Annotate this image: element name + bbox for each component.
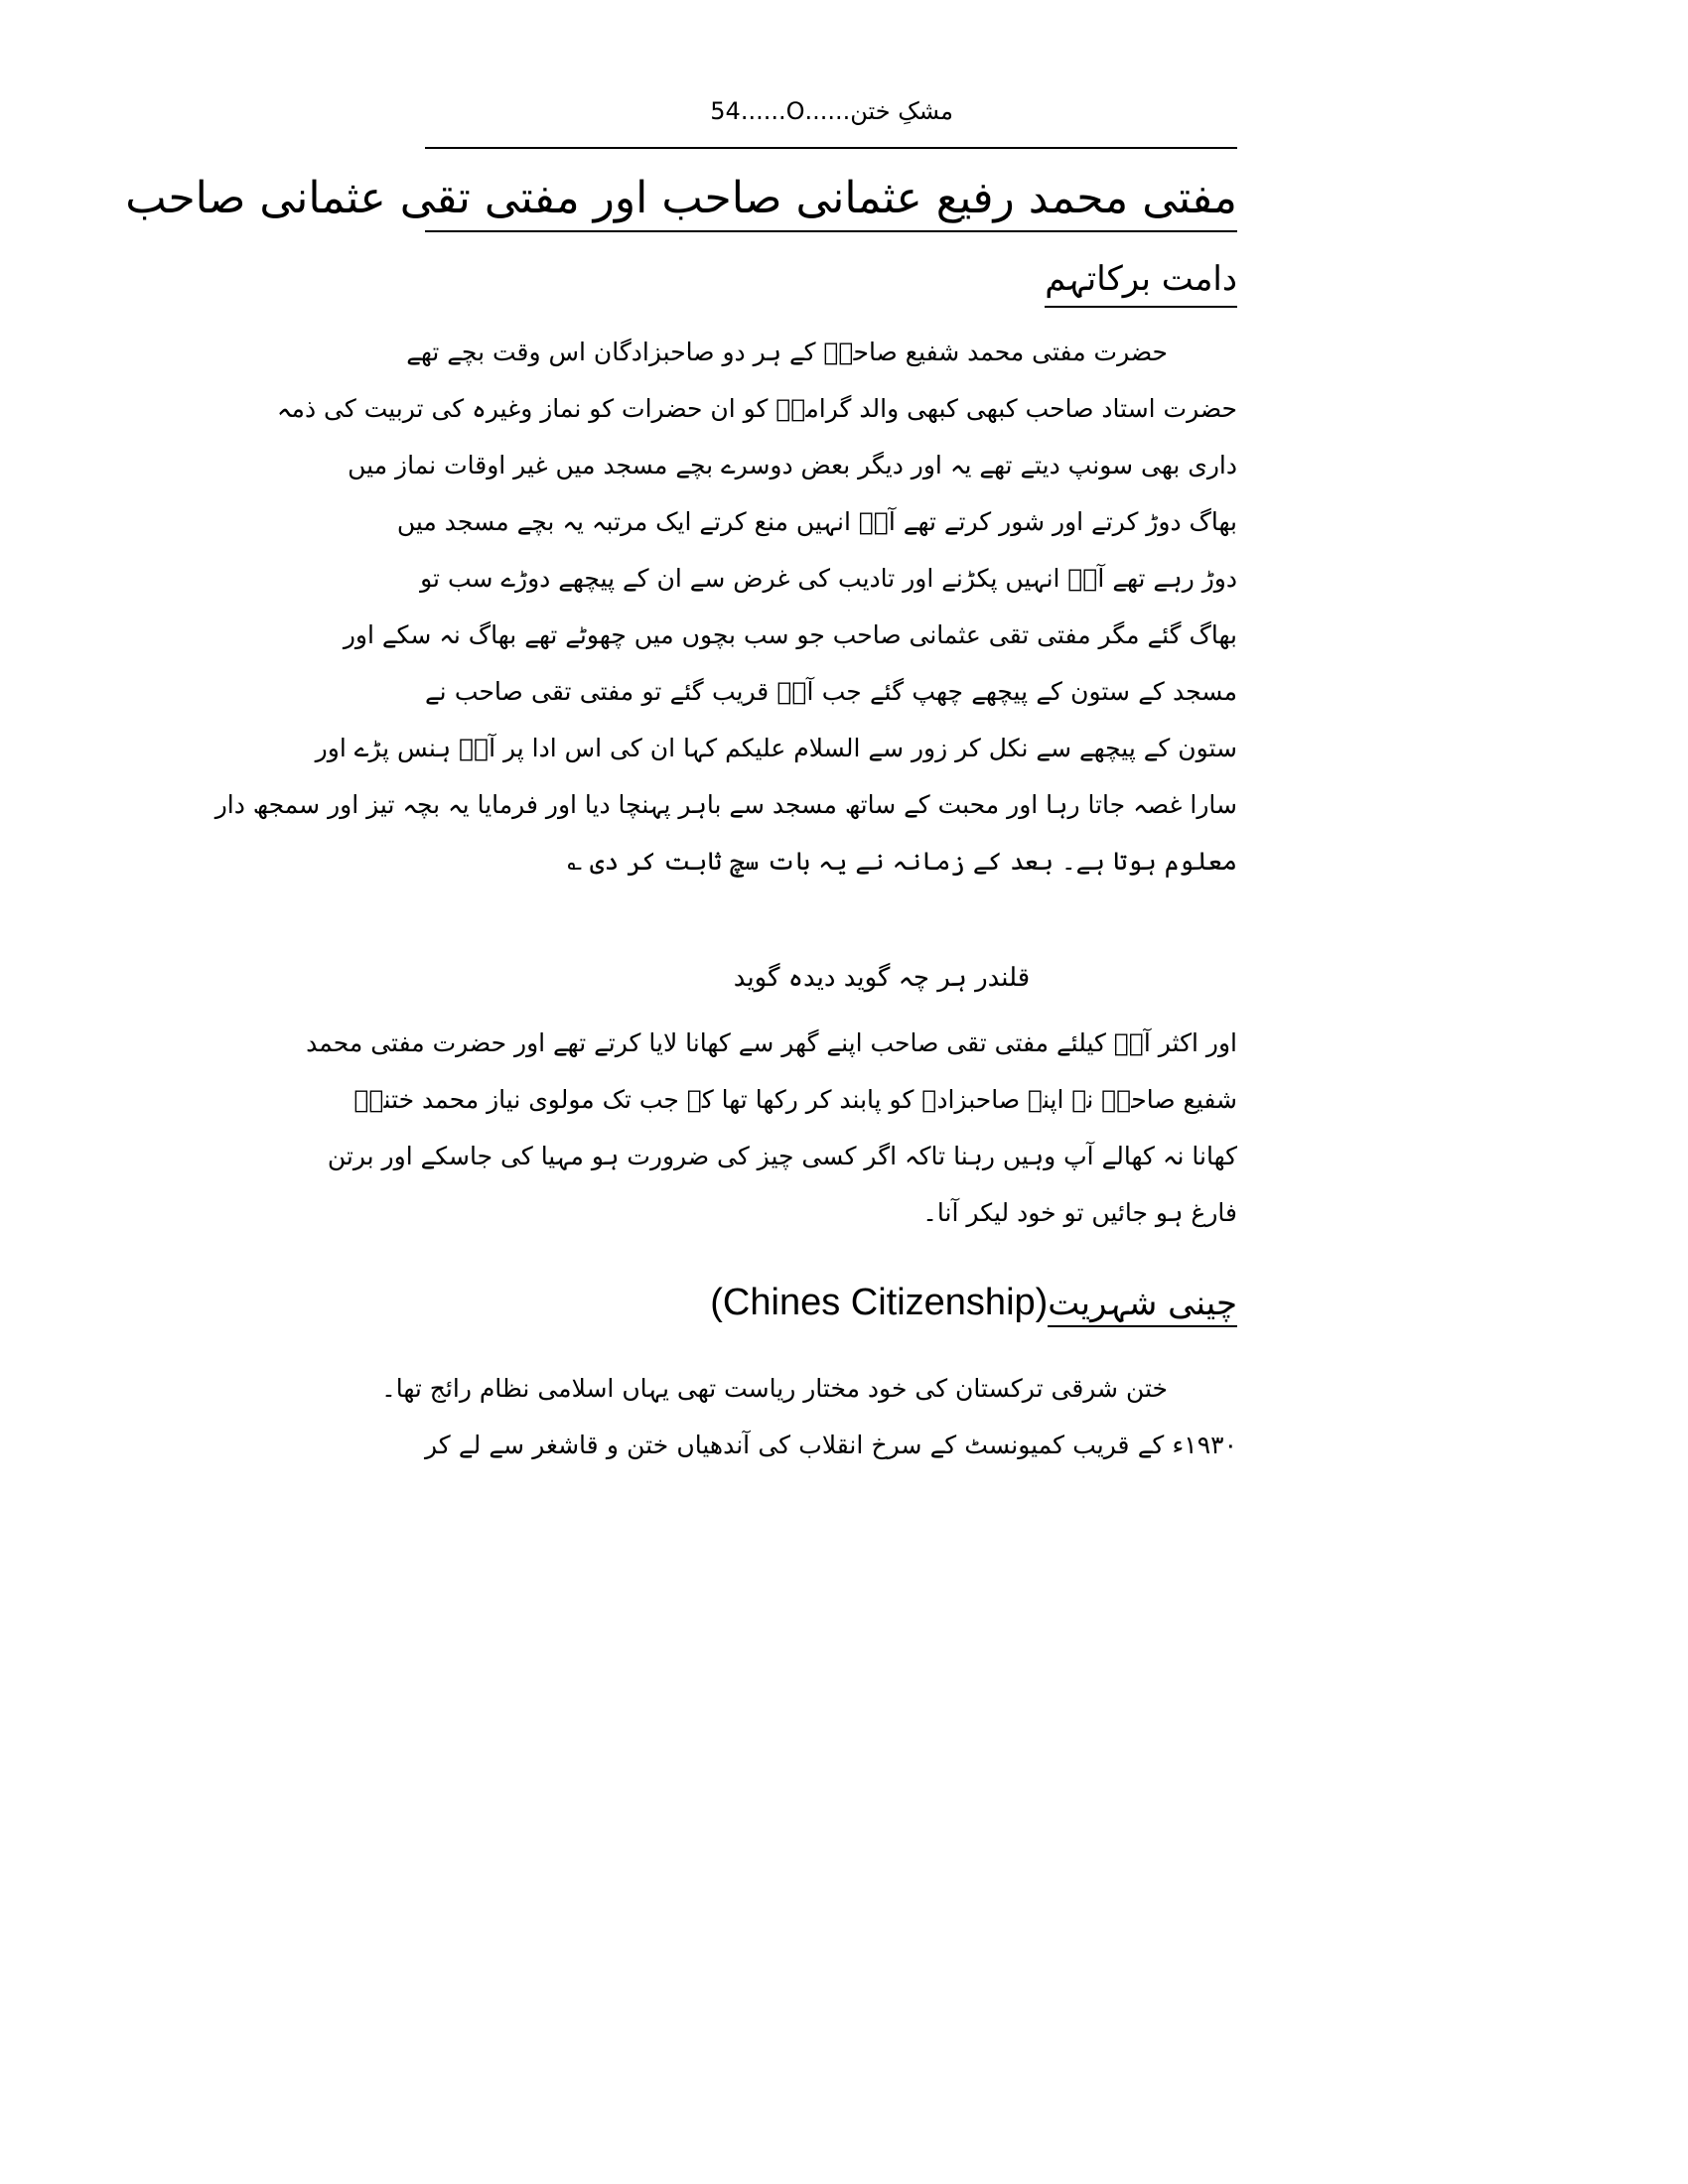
text-line: معلوم ہوتا ہے۔ بعد کے زمانہ نے یہ بات سچ ثابت کر دی ؎ (567, 847, 1237, 876)
section-heading-urdu: چینی شہریت (1048, 1284, 1237, 1327)
text-line: شفیع صاحبؒ نے اپنے صاحبزادے کو پابند کر رکھا تھا کہ جب تک مولوی نیاز محمد ختنیؒ (353, 1085, 1237, 1114)
paragraph-3 (381, 1360, 1237, 1473)
text-line: ۱۹۳۰ء کے قریب کمیونسٹ کے سرخ انقلاب کی آندھیاں ختن و قاشغر سے لے کر (425, 1431, 1237, 1459)
section-heading (425, 1273, 1237, 1339)
page-number: 54 (710, 97, 741, 125)
text-line: دوڑ رہے تھے آپؒ انہیں پکڑنے اور تادیب کی غرض سے ان کے پیچھے دوڑے سب تو (420, 564, 1237, 593)
poetry-couplet: قلندر ہر چہ گوید دیدہ گوید (733, 963, 1031, 993)
text-line: حضرت استاد صاحب کبھی کبھی والد گرامیؒ کو ان حضرات کو نماز وغیرہ کی تربیت کی ذمہ (276, 394, 1237, 423)
text-line: بھاگ گئے مگر مفتی تقی عثمانی صاحب جو سب بچوں میں چھوٹے تھے بھاگ نہ سکے اور (343, 620, 1237, 649)
header-separator: ......O...... (740, 97, 851, 125)
chapter-title: مفتی محمد رفیع عثمانی صاحب اور مفتی تقی عثمانی صاحب (125, 173, 1237, 223)
text-line: ستون کے پیچھے سے نکل کر زور سے السلام علیکم کہا ان کی اس ادا پر آپؒ ہنس پڑے اور (315, 734, 1237, 762)
text-line: حضرت مفتی محمد شفیع صاحبؒ کے ہر دو صاحبزادگان اس وقت بچے تھے (406, 338, 1168, 366)
paragraph-2 (306, 1015, 1237, 1241)
paragraph-1 (214, 324, 1237, 889)
text-line: بھاگ دوڑ کرتے اور شور کرتے تھے آپؒ انہیں منع کرتے ایک مرتبہ یہ بچے مسجد میں (396, 507, 1237, 536)
page-header (710, 97, 953, 125)
text-line: ختن شرقی ترکستان کی خود مختار ریاست تھی یہاں اسلامی نظام رائج تھا۔ (381, 1374, 1168, 1403)
text-line: مسجد کے ستون کے پیچھے چھپ گئے جب آپؒ قریب گئے تو مفتی تقی صاحب نے (425, 677, 1237, 706)
title-top-rule (425, 147, 1237, 149)
book-title: مشکِ ختن (850, 97, 953, 125)
text-line: فارغ ہو جائیں تو خود لیکر آنا۔ (922, 1198, 1237, 1227)
text-line: اور اکثر آپؒ کیلئے مفتی تقی صاحب اپنے گھر سے کھانا لایا کرتے تھے اور حضرت مفتی محمد (306, 1028, 1237, 1057)
text-line: کھانا نہ کھالے آپ وہیں رہنا تاکہ اگر کسی چیز کی ضرورت ہو مہیا کی جاسکے اور برتن (327, 1142, 1237, 1170)
title-bottom-rule (425, 230, 1237, 232)
section-heading-english: (Chines Citizenship) (710, 1282, 1049, 1323)
chapter-subtitle: دامت برکاتہم (1045, 254, 1237, 308)
text-line: داری بھی سونپ دیتے تھے یہ اور دیگر بعض دوسرے بچے مسجد میں غیر اوقات نماز میں (348, 451, 1237, 479)
text-line: سارا غصہ جاتا رہا اور محبت کے ساتھ مسجد سے باہر پہنچا دیا اور فرمایا یہ بچہ تیز اور سمجھ دار (214, 790, 1237, 819)
